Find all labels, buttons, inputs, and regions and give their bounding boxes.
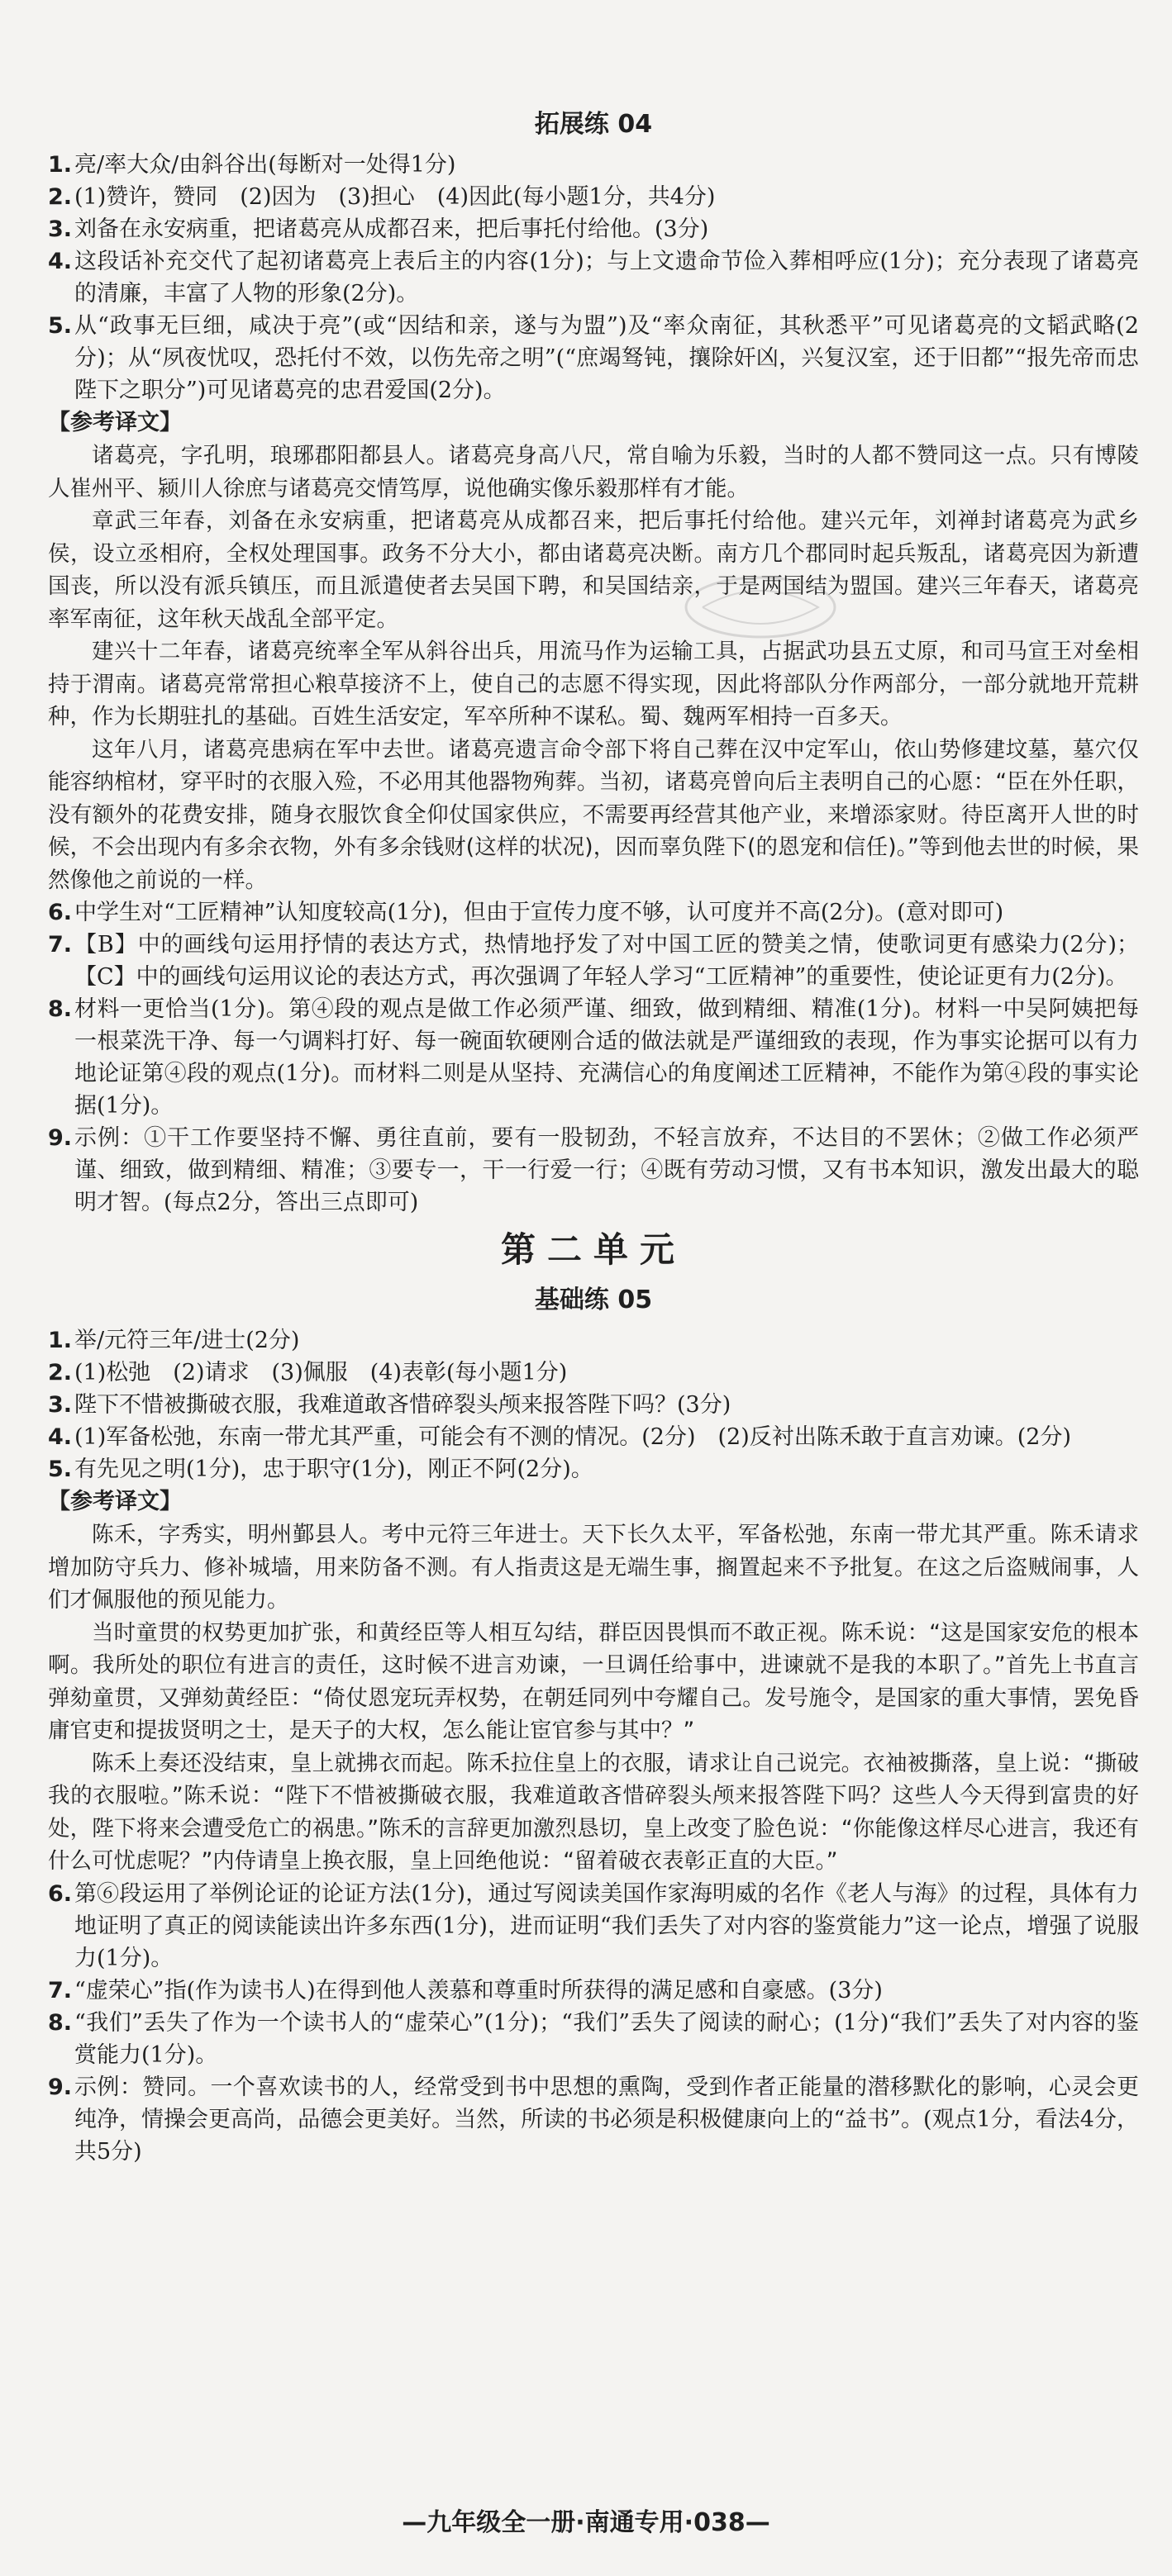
list-item: 1. 亮/率大众/由斜谷出(每断对一处得1分) <box>48 152 456 178</box>
list-item: 3. 陛下不惜被撕破衣服，我难道敢吝惜碎裂头颅来报答陛下吗？(3分) <box>48 1392 731 1418</box>
unit-title: 第二单元 <box>500 1229 686 1270</box>
section1-list <box>48 149 1139 406</box>
translation-paragraph: 诸葛亮，字孔明，琅琊郡阳都县人。诸葛亮身高八尺，常自喻为乐毅，当时的人都不赞同这一点。只有博陵人崔州平、颍川人徐庶与诸葛亮交情笃厚，说他确实像乐毅那样有才能。 <box>48 443 1139 501</box>
translation-block <box>48 440 1139 896</box>
list-item: 2. (1)赞许，赞同 (2)因为 (3)担心 (4)因此(每小题1分，共4分) <box>48 184 716 210</box>
list-item: 9. 示例：赞同。一个喜欢读书的人，经常受到书中思想的熏陶，受到作者正能量的潜移默化的影响，心灵会更纯净，情操会更高尚，品德会更美好。当然，所读的书必须是积极健康向上的“益书”。(观点1分，看法4分，共5分) <box>48 2074 1139 2165</box>
translation-paragraph: 陈禾上奏还没结束，皇上就拂衣而起。陈禾拉住皇上的衣服，请求让自己说完。衣袖被撕落，皇上说：“撕破我的衣服啦。”陈禾说：“陛下不惜被撕破衣服，我难道敢吝惜碎裂头颅来报答陛下吗？这些人今天得到富贵的好处，陛下将来会遭受危亡的祸患。”陈禾的言辞更加激烈恳切，皇上改变了脸色说：“你能像这样尽心进言，我还有什么可忧虑呢？”内侍请皇上换衣服，皇上回绝他说：“留着破衣表彰正直的大臣。” <box>48 1750 1139 1874</box>
list-item: 5. 有先见之明(1分)，忠于职守(1分)，刚正不阿(2分)。 <box>48 1457 593 1482</box>
section-title-05: 基础练 05 <box>534 1286 653 1314</box>
list-item: 1. 举/元符三年/进士(2分) <box>48 1328 300 1353</box>
reference-translation-label: 【参考译文】 <box>48 410 182 435</box>
translation-paragraph: 建兴十二年春，诸葛亮统率全军从斜谷出兵，用流马作为运输工具，占据武功县五丈原，和司马宣王对垒相持于渭南。诸葛亮常常担心粮草接济不上，使自己的志愿不得实现，因此将部队分作两部分，一部分就地开荒耕种，作为长期驻扎的基础。百姓生活安定，军卒所种不谋私。蜀、魏两军相持一百多天。 <box>48 639 1139 730</box>
list-item: 8. 材料一更恰当(1分)。第④段的观点是做工作必须严谨、细致，做到精细、精准(1分)。材料一中吴阿姨把每一根菜洗干净、每一勺调料打好、每一碗面软硬刚合适的做法就是严谨细致的表现，作为事实论据可以有力地论证第④段的观点(1分)。而材料二则是从坚持、充满信心的角度阐述工匠精神，不能作为第④段的事实论据(1分)。 <box>48 996 1139 1119</box>
section-title-04: 拓展练 04 <box>534 110 653 139</box>
translation-paragraph: 章武三年春，刘备在永安病重，把诸葛亮从成都召来，把后事托付给他。建兴元年，刘禅封诸葛亮为武乡侯，设立丞相府，全权处理国事。政务不分大小，都由诸葛亮决断。南方几个郡同时起兵叛乱，诸葛亮因为新遭国丧，所以没有派兵镇压，而且派遣使者去吴国下聘，和吴国结亲，于是两国结为盟国。建兴三年春天，诸葛亮率军南征，这年秋天战乱全部平定。 <box>48 508 1139 632</box>
list-item: 5. 从“政事无巨细，咸决于亮”(或“因结和亲，遂与为盟”)及“率众南征，其秋悉平”可见诸葛亮的文韬武略(2分)；从“夙夜忧叹，恐托付不效，以伤先帝之明”(“庶竭驽钝，攘除奸凶，兴复汉室，还于旧都”“报先帝而忠陛下之职分”)可见诸葛亮的忠君爱国(2分)。 <box>48 313 1139 403</box>
list-item: 4. 这段话补充交代了起初诸葛亮上表后主的内容(1分)；与上文遗命节俭入葬相呼应(1分)；充分表现了诸葛亮的清廉，丰富了人物的形象(2分)。 <box>48 249 1139 307</box>
reference-translation-label: 【参考译文】 <box>48 1489 182 1514</box>
section1-list-2 <box>48 896 1139 1219</box>
section2-list-2 <box>48 1878 1139 2168</box>
list-item: 2. (1)松弛 (2)请求 (3)佩服 (4)表彰(每小题1分) <box>48 1360 568 1385</box>
list-item: 3. 刘备在永安病重，把诸葛亮从成都召来，把后事托付给他。(3分) <box>48 216 709 242</box>
list-item: 7. 【B】中的画线句运用抒情的表达方式，热情地抒发了对中国工匠的赞美之情，使歌词更有感染力(2分)；【C】中的画线句运用议论的表达方式，再次强调了年轻人学习“工匠精神”的重要性，使论证更有力(2分)。 <box>48 932 1139 990</box>
list-item: 8. “我们”丢失了作为一个读书人的“虚荣心”(1分)；“我们”丢失了阅读的耐心；(1分)“我们”丢失了对内容的鉴赏能力(1分)。 <box>48 2009 1139 2068</box>
translation-block <box>48 1519 1139 1878</box>
list-item: 9. 示例：①干工作要坚持不懈、勇往直前，要有一股韧劲，不轻言放弃，不达目的不罢休；②做工作必须严谨、细致，做到精细、精准；③要专一，干一行爱一行；④既有劳动习惯，又有书本知识，激发出最大的聪明才智。(每点2分，答出三点即可) <box>48 1125 1139 1215</box>
section2-list <box>48 1324 1139 1485</box>
translation-paragraph: 当时童贯的权势更加扩张，和黄经臣等人相互勾结，群臣因畏惧而不敢正视。陈禾说：“这是国家安危的根本啊。我所处的职位有进言的责任，这时候不进言劝谏，一旦调任给事中，进谏就不是我的本职了。”首先上书直言弹劾童贯，又弹劾黄经臣：“倚仗恩宠玩弄权势，在朝廷同列中夸耀自己。发号施令，是国家的重大事情，罢免昏庸官吏和提拔贤明之士，是天子的大权，怎么能让宦官参与其中？” <box>48 1619 1139 1743</box>
list-item: 7. “虚荣心”指(作为读书人)在得到他人羡慕和尊重时所获得的满足感和自豪感。(3分) <box>48 1977 883 2003</box>
translation-paragraph: 陈禾，字秀实，明州鄞县人。考中元符三年进士。天下长久太平，军备松弛，东南一带尤其严重。陈禾请求增加防守兵力、修补城墙，用来防备不测。有人指责这是无端生事，搁置起来不予批复。在这之后盗贼闹事，人们才佩服他的预见能力。 <box>48 1522 1139 1613</box>
list-item: 6. 第⑥段运用了举例论证的论证方法(1分)，通过写阅读美国作家海明威的名作《老人与海》的过程，具体有力地证明了真正的阅读能读出许多东西(1分)，进而证明“我们丢失了对内容的鉴赏能力”这一论点，增强了说服力(1分)。 <box>48 1880 1139 1971</box>
list-item: 4. (1)军备松弛，东南一带尤其严重，可能会有不测的情况。(2分) (2)反衬出陈禾敢于直言劝谏。(2分) <box>48 1424 1071 1450</box>
page-footer: —九年级全一册·南通专用·038— <box>402 2508 770 2537</box>
list-item: 6. 中学生对“工匠精神”认知度较高(1分)，但由于宣传力度不够，认可度并不高(2分)。(意对即可) <box>48 900 1004 925</box>
translation-paragraph: 这年八月，诸葛亮患病在军中去世。诸葛亮遗言命令部下将自己葬在汉中定军山，依山势修建坟墓，墓穴仅能容纳棺材，穿平时的衣服入殓，不必用其他器物殉葬。当初，诸葛亮曾向后主表明自己的心愿：“臣在外任职，没有额外的花费安排，随身衣服饮食全仰仗国家供应，不需要再经营其他产业，来增添家财。待臣离开人世的时候，不会出现内有多余衣物，外有多余钱财(这样的状况)，因而辜负陛下(的恩宠和信任)。”等到他去世的时候，果然像他之前说的一样。 <box>48 736 1139 893</box>
answer-page <box>48 99 1139 2168</box>
